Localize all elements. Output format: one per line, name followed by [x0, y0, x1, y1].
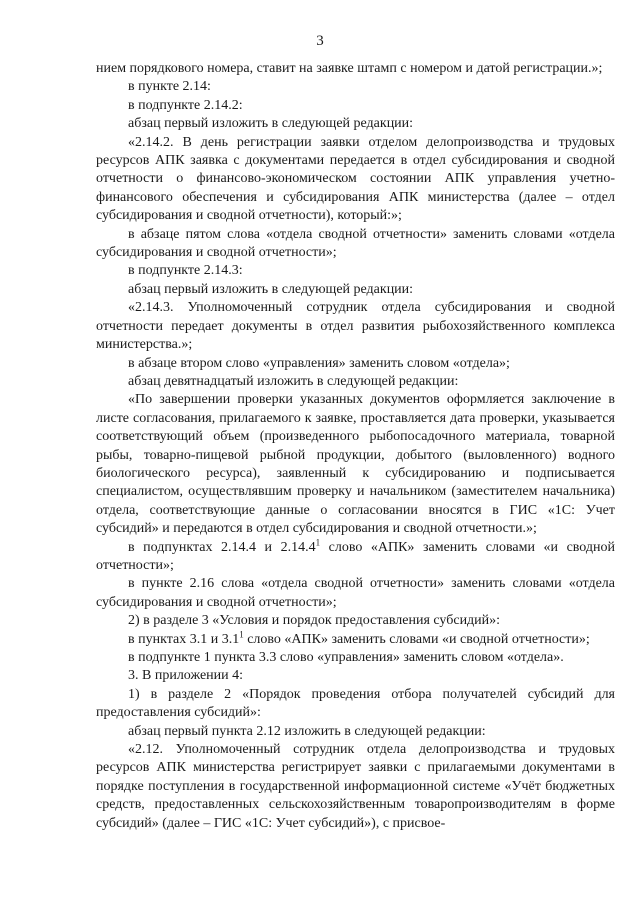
paragraph: «2.14.3. Уполномоченный сотрудник отдела субсидирования и сводной отчетности передает документы в отдел развития рыбохозяйственного комплекса министерства.»; — [96, 300, 615, 353]
paragraph: «2.14.2. В день регистрации заявки отделом делопроизводства и трудовых ресурсов АПК заявка с документами передается в отдел субсидирования и сводной отчетности о финансово-экономическом состоянии АПК управления учетно-финансового обеспечения и субсидирования АПК министерства (далее – отдел субсидирования и сводной отчетности), который:»; — [96, 134, 615, 224]
paragraph: абзац первый изложить в следующей редакции: — [128, 281, 414, 297]
page-number: 3 — [316, 33, 324, 49]
superscript: 1 — [239, 628, 244, 639]
paragraph — [96, 536, 615, 576]
paragraph: «По завершении проверки указанных документов оформляется заключение в листе согласования, прилагаемого к заявке, проставляется дата проверки, указывается соответствующий объем (произведенного рыбопосадочного материала, товарной рыбы, товарно-пищевой рыбной продукции, добытого (выловленного) водного биологического ресурса), заявленный к субсидированию и подписывается специалистом, осуществлявшим проверку и начальником (заместителем начальника) отдела, соответствующие данные о согласовании вносятся в ГИС «1С: Учет субсидий» и передаются в отдел субсидирования и сводной отчетности.»; — [96, 392, 615, 537]
paragraph-text: в подпунктах 2.14.4 и 2.14.4 — [128, 539, 316, 555]
paragraph: 1) в разделе 2 «Порядок проведения отбора получателей субсидий для предоставления субсидий»: — [96, 686, 615, 721]
paragraph: «2.12. Уполномоченный сотрудник отдела делопроизводства и трудовых ресурсов АПК министерства регистрирует заявки с прилагаемыми документами в порядке поступления в государственной информационной системе «Учёт бюджетных средств, предоставленных сельскохозяйственным товаропроизводителям в форме субсидий» (далее – ГИС «1С: Учет субсидий»), с присвое- — [96, 742, 615, 831]
paragraph — [96, 628, 615, 649]
superscript: 1 — [315, 536, 321, 547]
paragraph-text: слово «АПК» заменить словами «и сводной отчетности»; — [96, 539, 615, 573]
paragraph-text: слово «АПК» заменить словами «и сводной отчетности»; — [243, 631, 590, 647]
paragraph: абзац девятнадцатый изложить в следующей редакции: — [128, 373, 459, 389]
paragraph: в подпункте 2.14.3: — [128, 263, 243, 279]
paragraph: нием порядкового номера, ставит на заявке штамп с номером и датой регистрации.»; — [96, 61, 603, 76]
paragraph: в абзаце пятом слова «отдела сводной отчетности» заменить словами «отдела субсидирования и сводной отчетности»; — [96, 226, 615, 261]
paragraph: в пункте 2.14: — [128, 79, 211, 95]
paragraph: в подпункте 1 пункта 3.3 слово «управления» заменить словом «отдела». — [128, 650, 564, 665]
paragraph: в подпункте 2.14.2: — [128, 97, 243, 113]
paragraph: в пункте 2.16 слова «отдела сводной отчетности» заменить словами «отдела субсидирования и сводной отчетности»; — [96, 576, 615, 610]
document-body — [96, 60, 615, 833]
paragraph-text: в пунктах 3.1 и 3.1 — [128, 631, 240, 647]
paragraph: 3. В приложении 4: — [128, 668, 244, 684]
paragraph: абзац первый пункта 2.12 изложить в следующей редакции: — [128, 723, 486, 739]
paragraph: абзац первый изложить в следующей редакции: — [128, 116, 414, 132]
paragraph: 2) в разделе 3 «Условия и порядок предоставления субсидий»: — [128, 613, 501, 629]
paragraph: в абзаце втором слово «управления» заменить словом «отдела»; — [128, 355, 510, 371]
